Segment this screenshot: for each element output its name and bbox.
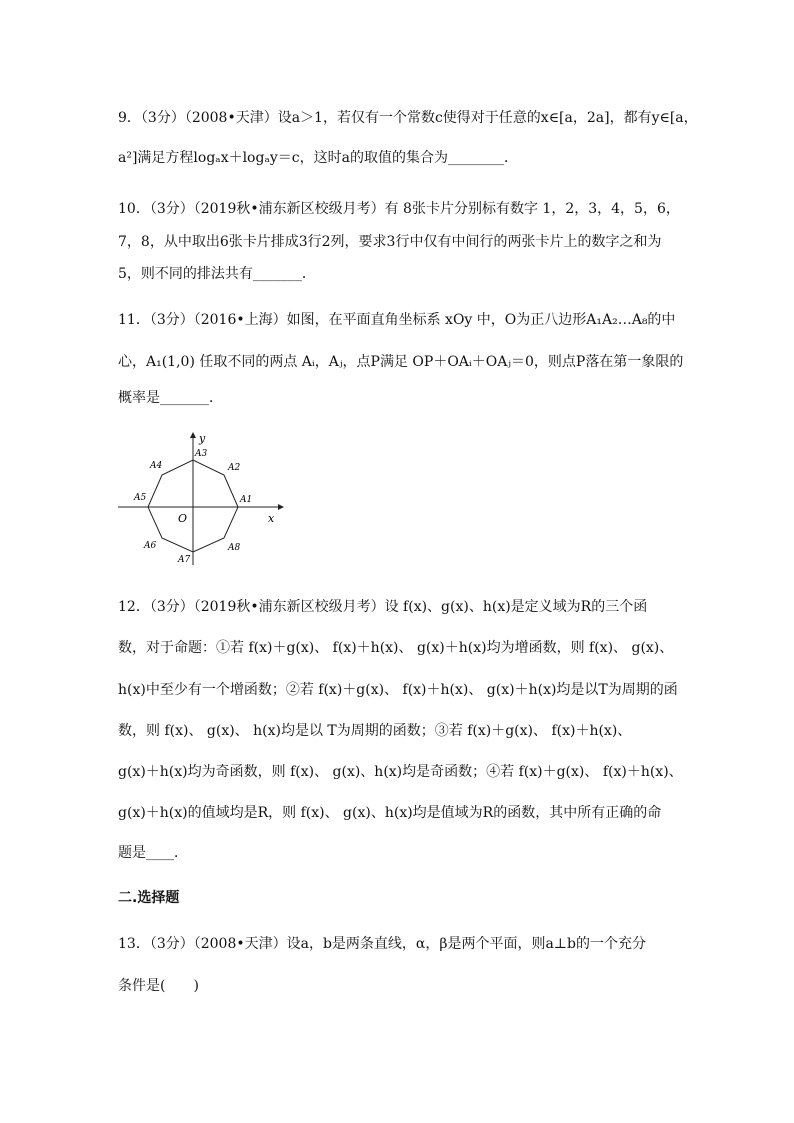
q12-line6: g(x)＋h(x)的值域均是R，则 f(x)、 g(x)、h(x)均是值域为R的函数，其中所有正确的命: [118, 805, 662, 821]
q9-line1: 9．（3分）（2008•天津）设a＞1，若仅有一个常数c使得对于任意的x∈[a，2a]，都有y∈[a，: [118, 110, 698, 126]
y-axis-arrow: [190, 432, 196, 438]
vertex-label-a5: A5: [134, 493, 147, 503]
vertex-label-a4: A4: [150, 461, 163, 471]
x-axis-arrow: [278, 504, 284, 510]
q12-line5: g(x)＋h(x)均为奇函数，则 f(x)、 g(x)、h(x)均是奇函数；④若 f(x)＋g(x)、 f(x)＋h(x)、: [118, 764, 683, 780]
q11-line3: 概率是_______．: [118, 390, 223, 406]
q12-line7: 题是____．: [118, 845, 188, 861]
q13-line1: 13．（3分）（2008•天津）设a，b是两条直线，α，β是两个平面，则a⊥b的一个充分: [118, 936, 646, 952]
q10-line2: 7，8，从中取出6张卡片排成3行2列，要求3行中仅有中间行的两张卡片上的数字之和为: [118, 234, 662, 250]
q12-line4: 数，则 f(x)、 g(x)、 h(x)均是以 T为周期的函数；③若 f(x)＋g(x)、 f(x)＋h(x)、: [118, 723, 632, 739]
q12-line1: 12．（3分）（2019秋•浦东新区校级月考）设 f(x)、g(x)、h(x)是定义域为R的三个函: [118, 599, 648, 615]
vertex-label-a6: A6: [144, 541, 157, 551]
axis-x-label: x: [268, 512, 275, 525]
q13-line2: 条件是( ): [118, 978, 199, 994]
vertex-label-a3: A3: [195, 449, 208, 459]
section-heading: 二.选择题: [118, 890, 180, 906]
vertex-label-a8: A8: [228, 543, 241, 553]
q12-line2: 数，对于命题：①若 f(x)＋g(x)、 f(x)＋h(x)、 g(x)＋h(x)均为增函数，则 f(x)、 g(x)、: [118, 640, 674, 656]
q10-line1: 10．（3分）（2019秋•浦东新区校级月考）有 8张卡片分别标有数字 1，2，3，4，5，6，: [118, 201, 680, 217]
octagon-figure: [118, 430, 288, 570]
axis-y-label: y: [199, 432, 206, 445]
q11-line2: 心，A₁(1,0) 任取不同的两点 Aᵢ，Aⱼ，点P满足 OP＋OAᵢ＋OAⱼ＝0，则点P落在第一象限的: [118, 354, 684, 370]
vertex-label-a2: A2: [228, 463, 241, 473]
q9-line2: a²]满足方程logₐx＋logₐy＝c，这时a的取值的集合为________．: [118, 150, 518, 166]
vertex-label-a7: A7: [178, 555, 191, 565]
q12-line3: h(x)中至少有一个增函数；②若 f(x)＋g(x)、 f(x)＋h(x)、 g(x)＋h(x)均是以T为周期的函: [118, 682, 678, 698]
origin-label: O: [178, 512, 188, 525]
q10-line3: 5，则不同的排法共有_______．: [118, 266, 316, 282]
vertex-label-a1: A1: [240, 495, 253, 505]
q11-line1: 11．（3分）（2016•上海）如图，在平面直角坐标系 xOy 中，O为正八边形A₁A₂…A₈的中: [118, 312, 676, 328]
